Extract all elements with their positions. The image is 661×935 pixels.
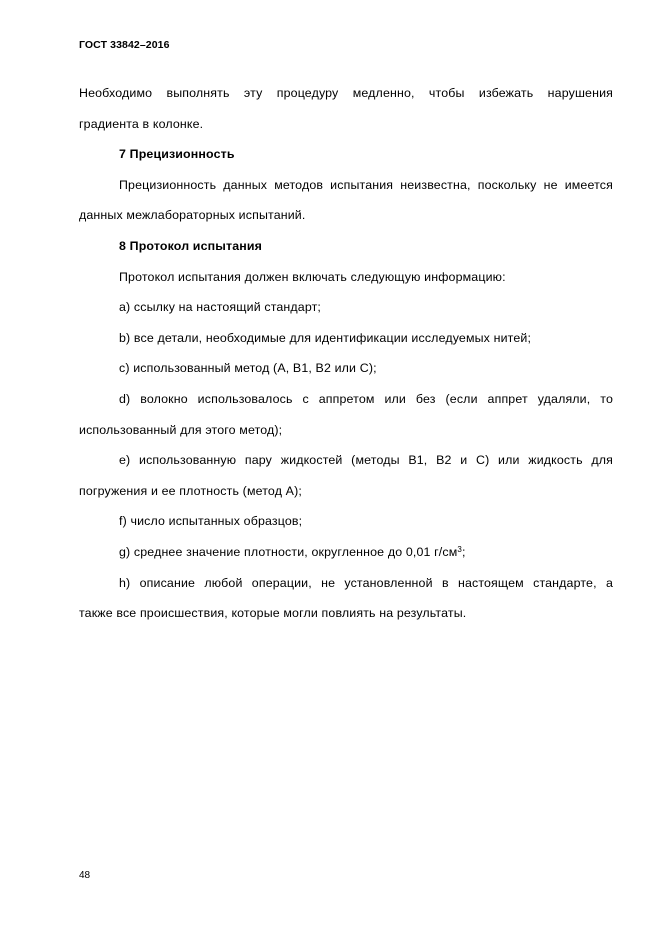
superscript: 3: [457, 544, 463, 554]
document-body: [79, 83, 613, 634]
paragraph-line: данных межлабораторных испытаний.: [79, 208, 306, 223]
list-item-f: f) число испытанных образцов;: [119, 514, 303, 529]
list-item-d: d) волокно использовалось с аппретом или без (если аппрет удаляли, то: [119, 391, 613, 406]
list-item-e-cont: погружения и ее плотность (метод A);: [79, 483, 302, 498]
list-item-h: h) описание любой операции, не установленной в настоящем стандарте, а: [119, 575, 613, 590]
list-item-g: [79, 542, 613, 573]
paragraph-line: градиента в колонке.: [79, 116, 204, 131]
page-number: 48: [79, 870, 91, 881]
paragraph-line: Прецизионность данных методов испытания неизвестна, поскольку не имеется: [119, 177, 613, 192]
section-heading-precision: 7 Прецизионность: [119, 147, 235, 162]
paragraph-line: Протокол испытания должен включать следующую информацию:: [119, 269, 506, 284]
list-item-c: c) использованный метод (A, B1, B2 или C);: [119, 361, 377, 376]
section-heading-report: 8 Протокол испытания: [119, 238, 263, 253]
list-item-g-text: g) среднее значение плотности, округленное до 0,01 г/см: [119, 544, 458, 559]
list-item-b: b) все детали, необходимые для идентификации исследуемых нитей;: [119, 330, 532, 345]
list-item-e: e) использованную пару жидкостей (методы B1, B2 и C) или жидкость для: [119, 453, 613, 468]
document-header: ГОСТ 33842–2016: [79, 39, 170, 51]
list-item-h-cont: также все происшествия, которые могли повлиять на результаты.: [79, 606, 467, 621]
list-item-g-end: ;: [462, 544, 466, 559]
list-item-a: a) ссылку на настоящий стандарт;: [119, 300, 322, 315]
list-item-d-cont: использованный для этого метод);: [79, 422, 283, 437]
paragraph-line: Необходимо выполнять эту процедуру медленно, чтобы избежать нарушения: [79, 86, 613, 100]
